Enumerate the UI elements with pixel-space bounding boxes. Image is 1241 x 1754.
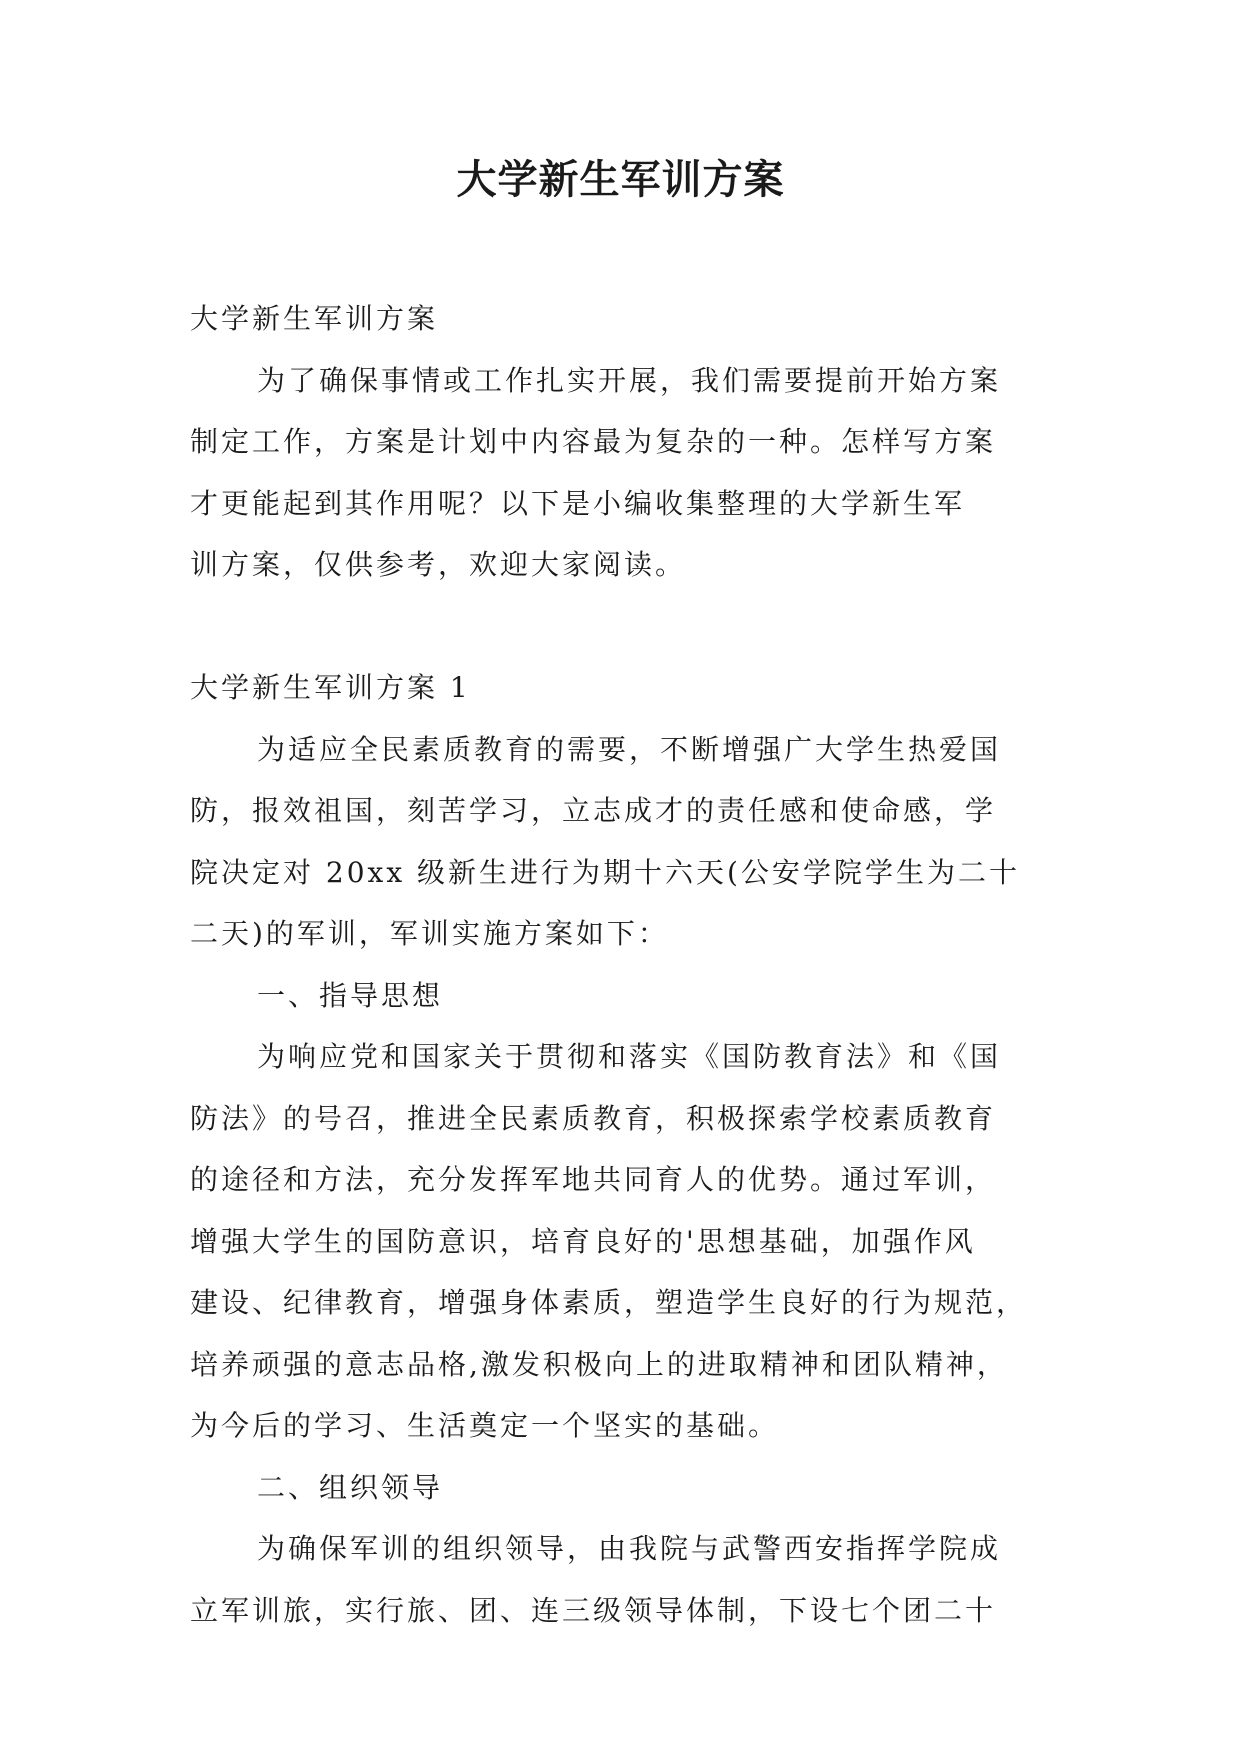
section1-line: 院决定对 20xx 级新生进行为期十六天(公安学院学生为二十 xyxy=(190,855,1020,889)
paragraph-gap xyxy=(190,596,1050,658)
guiding-line: 建设、纪律教育，增强身体素质，塑造学生良好的行为规范， xyxy=(190,1286,1028,1319)
section1-line: 为适应全民素质教育的需要，不断增强广大学生热爱国 xyxy=(257,732,1002,766)
guiding-line: 的途径和方法，充分发挥军地共同育人的优势。通过军训， xyxy=(190,1163,997,1196)
intro-line: 为了确保事情或工作扎实开展，我们需要提前开始方案 xyxy=(257,363,1002,397)
section-heading: 大学新生军训方案 1 xyxy=(190,671,471,704)
guiding-line: 为响应党和国家关于贯彻和落实《国防教育法》和《国 xyxy=(257,1040,1002,1073)
document-body xyxy=(190,288,1050,1641)
org-line: 立军训旅，实行旅、团、连三级领导体制，下设七个团二十 xyxy=(190,1593,997,1627)
heading-guiding-ideology: 一、指导思想 xyxy=(257,978,444,1012)
intro-line: 才更能起到其作用呢？以下是小编收集整理的大学新生军 xyxy=(190,486,966,520)
guiding-line: 为今后的学习、生活奠定一个坚实的基础。 xyxy=(190,1409,780,1442)
org-line: 为确保军训的组织领导，由我院与武警西安指挥学院成 xyxy=(257,1532,1002,1565)
intro-line: 制定工作，方案是计划中内容最为复杂的一种。怎样写方案 xyxy=(190,425,997,458)
guiding-line: 防法》的号召，推进全民素质教育，积极探索学校素质教育 xyxy=(190,1101,997,1135)
intro-line: 训方案，仅供参考，欢迎大家阅读。 xyxy=(190,548,687,581)
document-title: 大学新生军训方案 xyxy=(456,157,785,203)
guiding-line: 培养顽强的意志品格,激发积极向上的进取精神和团队精神， xyxy=(190,1347,1008,1381)
section1-line: 防，报效祖国，刻苦学习，立志成才的责任感和使命感，学 xyxy=(190,794,997,827)
heading-organization: 二、组织领导 xyxy=(257,1470,444,1504)
guiding-line: 增强大学生的国防意识，培育良好的'思想基础，加强作风 xyxy=(190,1224,976,1258)
section1-line: 二天)的军训，军训实施方案如下： xyxy=(190,917,669,950)
document-subtitle: 大学新生军训方案 xyxy=(190,302,439,335)
